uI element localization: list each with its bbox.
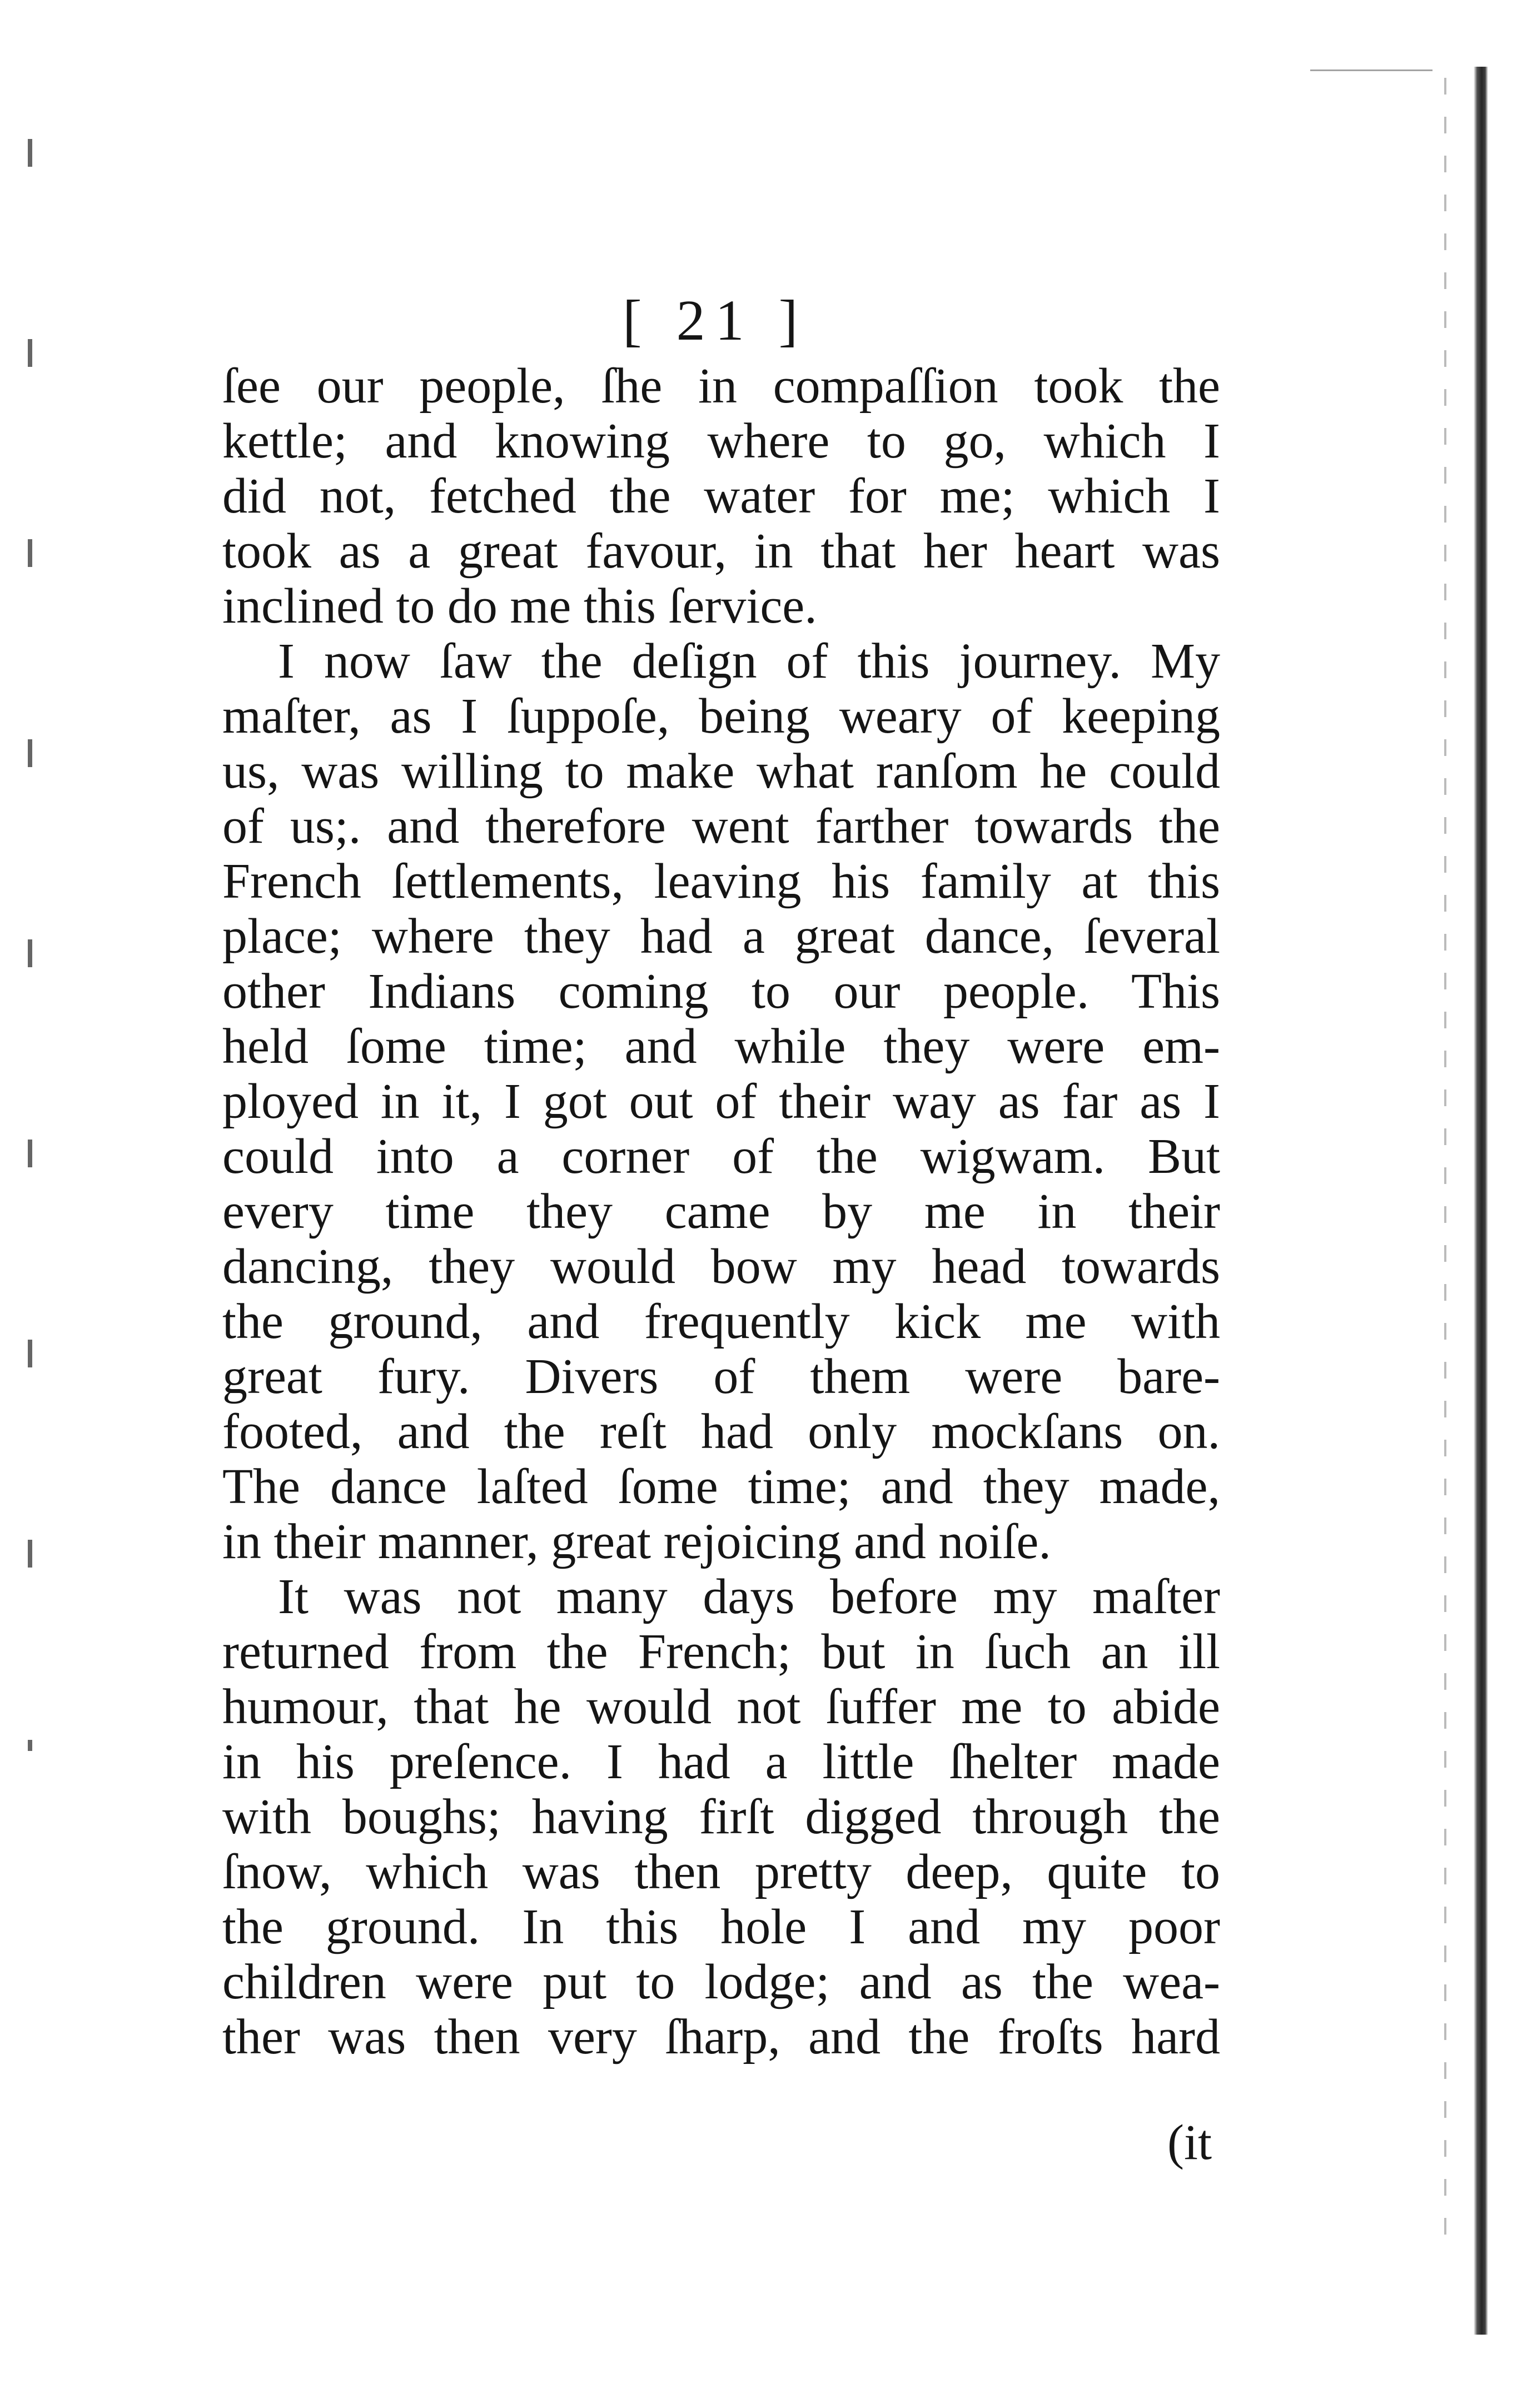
text-line: ſee our people, ſhe in compaſſion took the: [222, 359, 1220, 414]
catchword: (it: [1167, 2115, 1212, 2170]
scan-binding-edge: [1474, 67, 1488, 2335]
scan-left-marks: [28, 139, 32, 1751]
text-line: did not, fetched the water for me; which I: [222, 469, 1220, 524]
scan-edge-shadow: [1444, 78, 1446, 2246]
text-line: held ſome time; and while they were em-: [222, 1019, 1220, 1074]
text-line: the ground. In this hole I and my poor: [222, 1899, 1220, 1954]
text-line: It was not many days before my maſter: [278, 1569, 1220, 1624]
text-line: could into a corner of the wigwam. But: [222, 1129, 1220, 1184]
text-line: kettle; and knowing where to go, which I: [222, 414, 1220, 469]
text-line: returned from the French; but in ſuch an ill: [222, 1624, 1220, 1679]
text-line: every time they came by me in their: [222, 1184, 1220, 1239]
text-line: in his preſence. I had a little ſhelter made: [222, 1734, 1220, 1789]
text-line: us, was willing to make what ranſom he could: [222, 744, 1220, 799]
text-line: took as a great favour, in that her heart was: [222, 524, 1220, 579]
text-line: with boughs; having firſt digged through the: [222, 1789, 1220, 1844]
text-line: The dance laſted ſome time; and they made,: [222, 1459, 1220, 1514]
text-line: in their manner, great rejoicing and noiſe.: [222, 1514, 1051, 1569]
text-line: ther was then very ſharp, and the froſts hard: [222, 2009, 1220, 2064]
scan-top-mark: [1310, 69, 1433, 71]
text-line: of us;. and therefore went farther towards the: [222, 799, 1220, 854]
page-number: [ 21 ]: [623, 288, 808, 352]
text-line: footed, and the reſt had only mockſans on.: [222, 1404, 1220, 1459]
text-line: humour, that he would not ſuffer me to abide: [222, 1679, 1220, 1734]
text-line: dancing, they would bow my head towards: [222, 1239, 1220, 1294]
text-line: French ſettlements, leaving his family at this: [222, 854, 1220, 909]
text-line: children were put to lodge; and as the wea-: [222, 1954, 1220, 2009]
text-line: ſnow, which was then pretty deep, quite to: [222, 1844, 1220, 1899]
text-line: maſter, as I ſuppoſe, being weary of keeping: [222, 689, 1220, 744]
text-line: inclined to do me this ſervice.: [222, 579, 817, 634]
text-line: the ground, and frequently kick me with: [222, 1294, 1220, 1349]
text-line: place; where they had a great dance, ſeveral: [222, 909, 1220, 964]
text-line: ployed in it, I got out of their way as far as I: [222, 1074, 1220, 1129]
text-line: other Indians coming to our people. This: [222, 964, 1220, 1019]
body-text: [222, 359, 1220, 2064]
text-line: I now ſaw the deſign of this journey. My: [278, 634, 1220, 689]
text-line: great fury. Divers of them were bare-: [222, 1349, 1220, 1404]
